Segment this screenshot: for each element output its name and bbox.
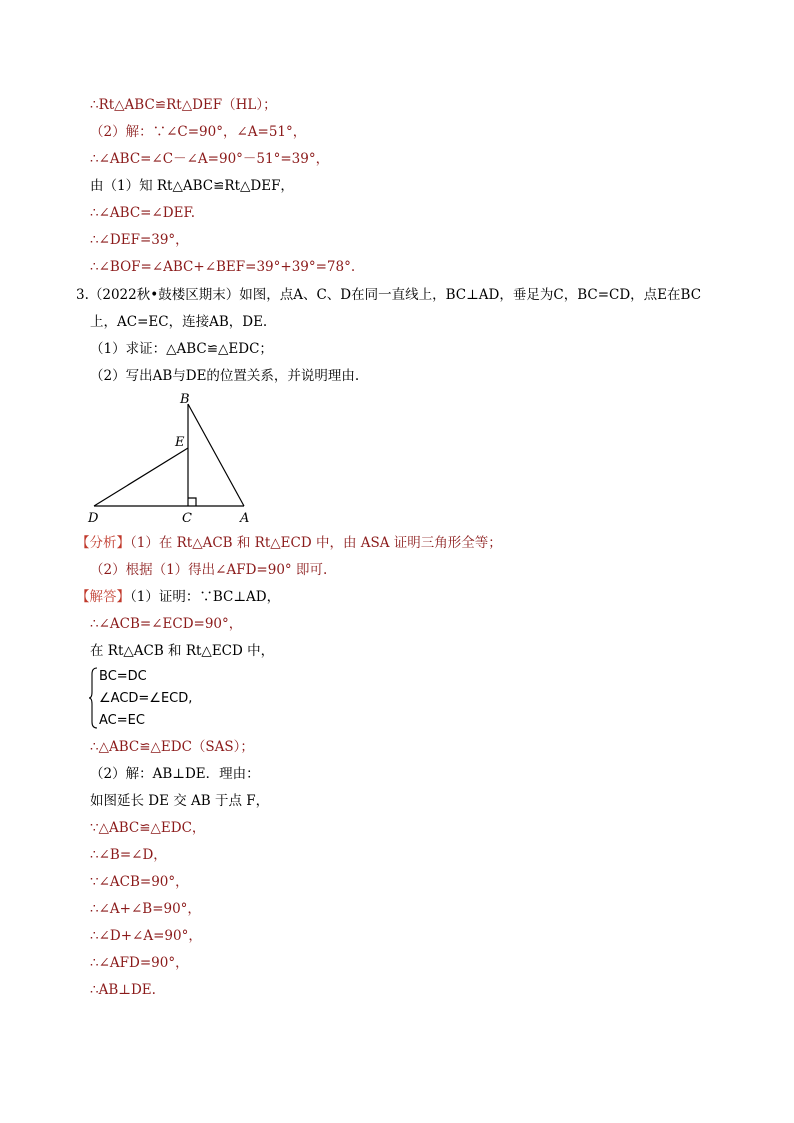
solution-text: （1）证明：∵BC⊥AD，	[130, 589, 281, 605]
solution-line: ∴∠D+∠A=90°，	[90, 928, 202, 944]
system-line: ∠ACD=∠ECD,	[99, 691, 193, 706]
proof-line: 由（1）知 Rt△ABC≌Rt△DEF，	[90, 178, 294, 194]
proof-line: （2）解：∵∠C=90°，∠A=51°，	[90, 124, 307, 140]
proof-line: ∴∠BOF=∠ABC+∠BEF=39°+39°=78°.	[90, 259, 356, 275]
solution-line: 在 Rt△ACB 和 Rt△ECD 中，	[90, 643, 275, 659]
question-1: （1）求证：△ABC≌△EDC；	[90, 341, 273, 357]
label-c: C	[182, 511, 192, 526]
proof-line: ∴Rt△ABC≌Rt△DEF（HL）；	[90, 97, 277, 113]
analysis-line: （2）根据（1）得出∠AFD=90° 即可.	[90, 562, 328, 578]
proof-line: ∴∠ABC=∠DEF.	[90, 205, 196, 221]
system-line: AC=EC	[99, 713, 145, 728]
question-2: （2）写出AB与DE的位置关系，并说明理由.	[90, 368, 360, 384]
problem-statement: 3.（2022秋•鼓楼区期末）如图，点A、C、D在同一直线上，BC⊥AD，垂足为C，BC=CD，点E在BC	[76, 287, 702, 303]
solution-line: （2）解：AB⊥DE．理由：	[90, 766, 260, 782]
label-a: A	[240, 511, 250, 526]
solution-line: ∴∠AFD=90°，	[90, 955, 189, 971]
solution-line: ∴∠ACB=∠ECD=90°，	[90, 616, 243, 632]
solution-line: ∵∠ACB=90°，	[90, 874, 189, 890]
segment-de	[94, 448, 188, 506]
system-line: BC=DC	[99, 669, 147, 684]
analysis-text: （1）在 Rt△ACB 和 Rt△ECD 中，由 ASA 证明三角形全等；	[130, 535, 502, 551]
solution-line	[76, 588, 280, 606]
label-b: B	[180, 392, 190, 407]
solution-tag: 【解答】	[76, 589, 130, 605]
solution-line: ∴∠A+∠B=90°，	[90, 901, 201, 917]
proof-line: ∴∠DEF=39°，	[90, 232, 189, 248]
solution-line: ∴△ABC≌△EDC（SAS）；	[90, 739, 254, 755]
segment-ba	[188, 404, 244, 506]
geometry-figure	[86, 388, 261, 528]
solution-line: ∴∠B=∠D，	[90, 847, 167, 863]
solution-line: 如图延长 DE 交 AB 于点 F，	[90, 793, 270, 809]
label-e: E	[175, 435, 185, 450]
solution-line: ∴AB⊥DE.	[90, 982, 156, 998]
right-angle-mark	[188, 498, 196, 506]
solution-line: ∵△ABC≌△EDC，	[90, 820, 206, 836]
proof-line: ∴∠ABC=∠C－∠A=90°－51°=39°，	[90, 151, 330, 167]
problem-statement: 上，AC=EC，连接AB，DE.	[90, 314, 268, 330]
brace-icon	[88, 667, 98, 729]
analysis-tag: 【分析】	[76, 535, 130, 551]
label-d: D	[88, 511, 99, 526]
analysis-line	[76, 534, 502, 552]
